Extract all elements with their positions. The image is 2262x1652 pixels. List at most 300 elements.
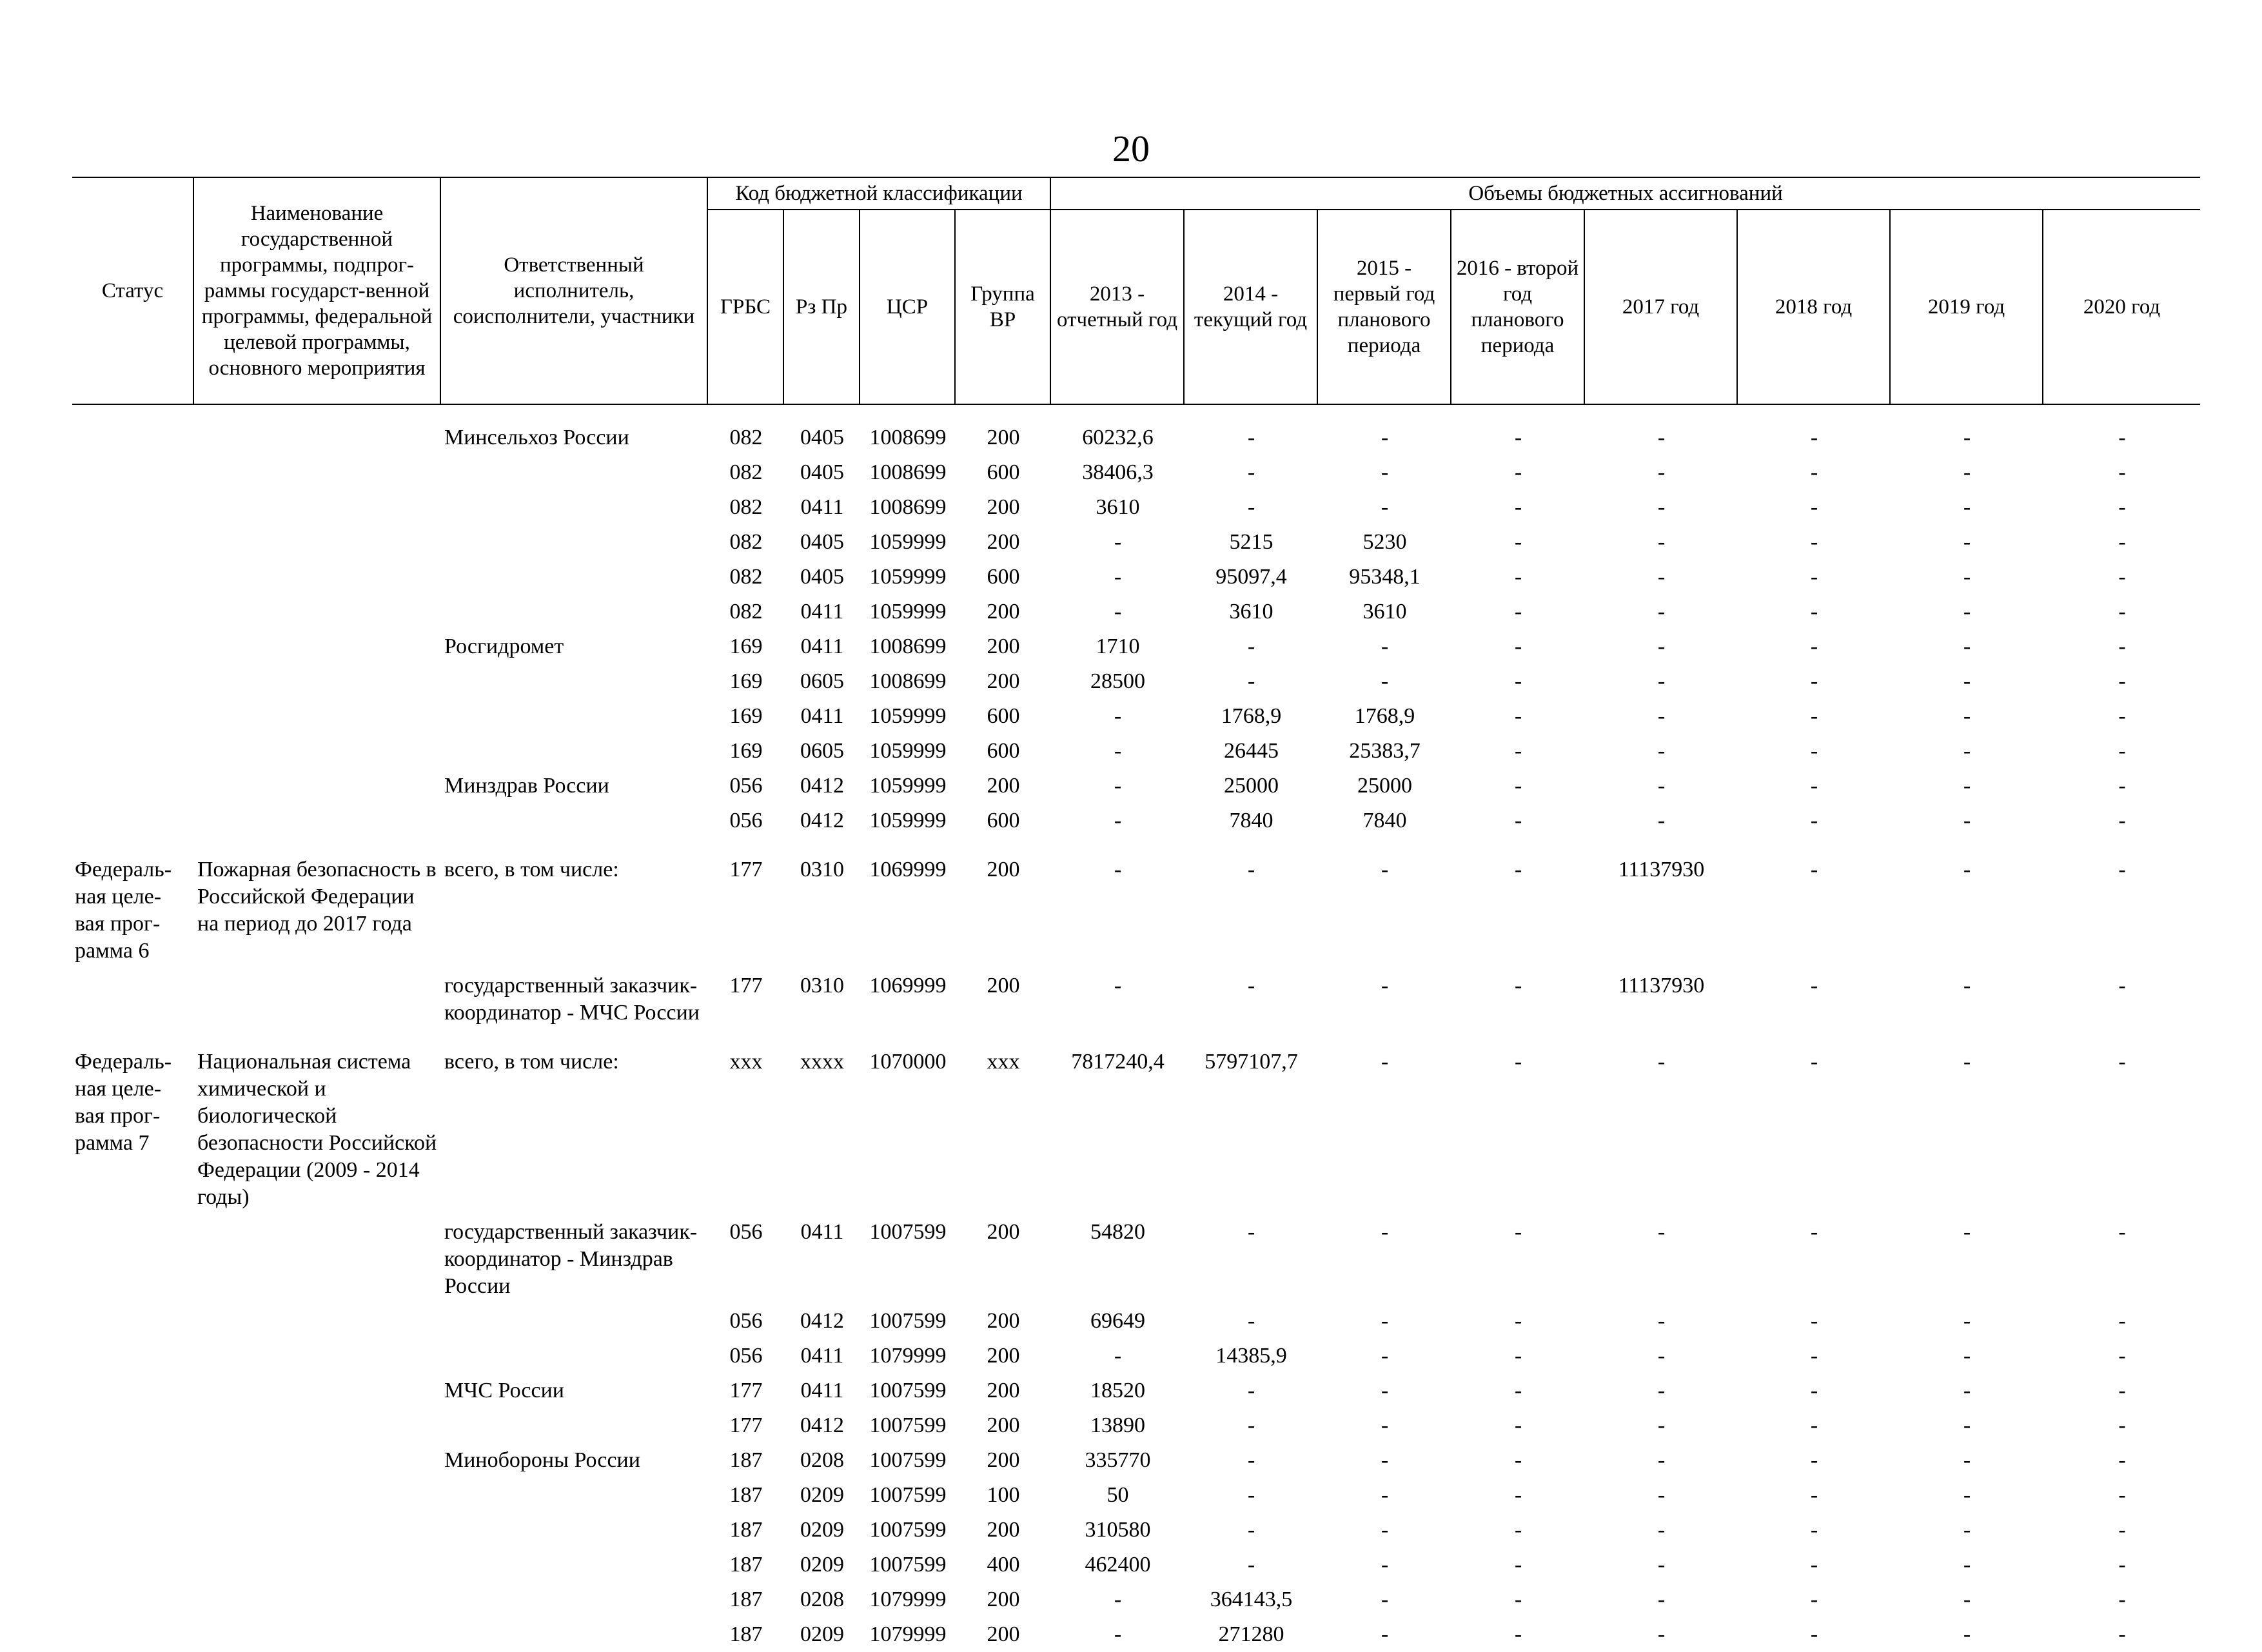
table-row — [72, 1339, 2200, 1373]
value-2013-cell: 3610 — [1096, 495, 1140, 519]
header-status: Статус — [72, 177, 193, 404]
status-cell — [72, 1373, 193, 1408]
csr-cell: 1007599 — [869, 1448, 947, 1472]
table-row — [72, 1408, 2200, 1443]
responsible-cell: всего, в том числе: — [444, 1050, 619, 1074]
responsible-cell: Минобороны России — [444, 1448, 640, 1472]
value-2020-cell: - — [2118, 426, 2126, 449]
value-2016-cell: - — [1514, 426, 1522, 449]
grbs-cell: 177 — [729, 974, 763, 998]
csr-cell: 1059999 — [869, 600, 947, 624]
value-2014-cell: - — [1247, 426, 1255, 449]
csr-cell: 1008699 — [869, 634, 947, 658]
program-name-cell — [193, 734, 440, 769]
rzpr-cell: 0405 — [800, 530, 844, 554]
header-2016: 2016 - второй год планового периода — [1451, 210, 1584, 404]
value-2019-cell: - — [1963, 460, 1971, 484]
value-2018-cell: - — [1810, 1413, 1818, 1437]
table-row — [72, 595, 2200, 629]
csr-cell: 1007599 — [869, 1379, 947, 1402]
header-2019: 2019 год — [1890, 210, 2043, 404]
csr-cell: 1059999 — [869, 565, 947, 589]
program-name-cell — [193, 769, 440, 803]
value-2016-cell: - — [1514, 1413, 1522, 1437]
value-2016-cell: - — [1514, 1344, 1522, 1368]
value-2020-cell: - — [2118, 669, 2126, 693]
grbs-cell: 177 — [729, 1379, 763, 1402]
vr-cell: 600 — [987, 704, 1020, 728]
value-2014-cell: - — [1247, 669, 1255, 693]
grbs-cell: 187 — [729, 1448, 763, 1472]
value-2016-cell: - — [1514, 1379, 1522, 1402]
csr-cell: 1069999 — [869, 858, 947, 881]
value-2020-cell: - — [2118, 600, 2126, 624]
value-2013-cell: 7817240,4 — [1071, 1050, 1165, 1074]
value-2015-cell: - — [1381, 1553, 1389, 1577]
value-2020-cell: - — [2118, 1588, 2126, 1611]
grbs-cell: 169 — [729, 669, 763, 693]
responsible-cell — [440, 595, 707, 629]
value-2019-cell: - — [1963, 1050, 1971, 1074]
value-2013-cell: - — [1114, 530, 1122, 554]
grbs-cell: 187 — [729, 1588, 763, 1611]
value-2020-cell: - — [2118, 1448, 2126, 1472]
grbs-cell: 056 — [729, 809, 763, 832]
table-row — [72, 1617, 2200, 1652]
value-2015-cell: - — [1381, 974, 1389, 998]
grbs-cell: 082 — [729, 530, 763, 554]
value-2013-cell: 60232,6 — [1082, 426, 1154, 449]
value-2013-cell: - — [1114, 565, 1122, 589]
value-2015-cell: - — [1381, 1344, 1389, 1368]
rzpr-cell: 0208 — [800, 1588, 844, 1611]
program-name-cell — [193, 1548, 440, 1582]
value-2018-cell: - — [1810, 530, 1818, 554]
rzpr-cell: 0310 — [800, 974, 844, 998]
value-2016-cell: - — [1514, 565, 1522, 589]
value-2017-cell: - — [1657, 1588, 1666, 1611]
grbs-cell: 187 — [729, 1622, 763, 1646]
csr-cell: 1079999 — [869, 1344, 947, 1368]
value-2016-cell: - — [1514, 858, 1522, 881]
value-2020-cell: - — [2118, 1483, 2126, 1507]
value-2020-cell: - — [2118, 974, 2126, 998]
rzpr-cell: 0411 — [800, 1379, 844, 1402]
header-2020: 2020 год — [2043, 210, 2200, 404]
value-2017-cell: - — [1657, 565, 1666, 589]
value-2020-cell: - — [2118, 1553, 2126, 1577]
csr-cell: 1007599 — [869, 1518, 947, 1542]
value-2019-cell: - — [1963, 774, 1971, 798]
responsible-cell — [440, 1304, 707, 1339]
vr-cell: 200 — [987, 774, 1020, 798]
value-2013-cell: 310580 — [1085, 1518, 1151, 1542]
vr-cell: 200 — [987, 1518, 1020, 1542]
value-2018-cell: - — [1810, 1588, 1818, 1611]
value-2014-cell: - — [1247, 634, 1255, 658]
value-2013-cell: 50 — [1106, 1483, 1129, 1507]
vr-cell: 200 — [987, 1622, 1020, 1646]
status-cell — [72, 490, 193, 525]
vr-cell: 200 — [987, 858, 1020, 881]
value-2017-cell: - — [1657, 1483, 1666, 1507]
value-2015-cell: - — [1381, 1050, 1389, 1074]
table-header — [72, 177, 2200, 404]
table-row — [72, 629, 2200, 664]
value-2013-cell: - — [1114, 1344, 1122, 1368]
value-2015-cell: - — [1381, 1588, 1389, 1611]
budget-table-container — [72, 177, 2200, 1652]
rzpr-cell: 0405 — [800, 460, 844, 484]
value-2017-cell: - — [1657, 1413, 1666, 1437]
csr-cell: 1008699 — [869, 495, 947, 519]
rzpr-cell: 0412 — [800, 774, 844, 798]
header-budget-code-group: Код бюджетной классификации — [707, 177, 1050, 210]
program-name-cell: Пожарная безопасность в Российской Федерации на период до 2017 года — [197, 858, 437, 936]
status-cell — [72, 1339, 193, 1373]
rzpr-cell: 0411 — [800, 634, 844, 658]
responsible-cell — [440, 803, 707, 838]
value-2013-cell: - — [1114, 1622, 1122, 1646]
table-row — [72, 1030, 2200, 1215]
program-name-cell — [193, 455, 440, 490]
value-2020-cell: - — [2118, 565, 2126, 589]
status-cell — [72, 1408, 193, 1443]
grbs-cell: 056 — [729, 774, 763, 798]
grbs-cell: 187 — [729, 1553, 763, 1577]
status-cell — [72, 1548, 193, 1582]
csr-cell: 1007599 — [869, 1220, 947, 1244]
csr-cell: 1059999 — [869, 809, 947, 832]
value-2018-cell: - — [1810, 460, 1818, 484]
value-2019-cell: - — [1963, 1483, 1971, 1507]
status-cell — [72, 734, 193, 769]
responsible-cell — [440, 1339, 707, 1373]
value-2015-cell: - — [1381, 1483, 1389, 1507]
vr-cell: 200 — [987, 530, 1020, 554]
program-name-cell — [193, 420, 440, 455]
value-2013-cell: - — [1114, 739, 1122, 763]
status-cell — [72, 1513, 193, 1548]
value-2019-cell: - — [1963, 1344, 1971, 1368]
value-2019-cell: - — [1963, 1220, 1971, 1244]
value-2018-cell: - — [1810, 1379, 1818, 1402]
table-row — [72, 1215, 2200, 1304]
value-2019-cell: - — [1963, 1448, 1971, 1472]
value-2016-cell: - — [1514, 1309, 1522, 1333]
value-2019-cell: - — [1963, 669, 1971, 693]
value-2017-cell: - — [1657, 530, 1666, 554]
table-row — [72, 803, 2200, 838]
program-name-cell — [193, 969, 440, 1030]
program-name-cell: Национальная система химической и биологической безопасности Российской Федерации (2009 - 2014 годы) — [197, 1050, 437, 1209]
vr-cell: 200 — [987, 1379, 1020, 1402]
value-2014-cell: 364143,5 — [1210, 1588, 1293, 1611]
value-2016-cell: - — [1514, 704, 1522, 728]
value-2017-cell: - — [1657, 1518, 1666, 1542]
value-2014-cell: - — [1247, 974, 1255, 998]
status-cell: Федераль-ная целе-вая прог-рамма 6 — [75, 858, 172, 963]
vr-cell: 200 — [987, 634, 1020, 658]
value-2014-cell: - — [1247, 1448, 1255, 1472]
grbs-cell: 056 — [729, 1309, 763, 1333]
rzpr-cell: 0209 — [800, 1483, 844, 1507]
table-row — [72, 664, 2200, 699]
value-2013-cell: - — [1114, 809, 1122, 832]
csr-cell: 1059999 — [869, 739, 947, 763]
value-2019-cell: - — [1963, 974, 1971, 998]
table-row — [72, 734, 2200, 769]
value-2017-cell: - — [1657, 1220, 1666, 1244]
value-2017-cell: - — [1657, 1379, 1666, 1402]
value-2015-cell: 7840 — [1362, 809, 1407, 832]
rzpr-cell: 0208 — [800, 1448, 844, 1472]
responsible-cell: МЧС России — [444, 1379, 564, 1402]
program-name-cell — [193, 1443, 440, 1478]
responsible-cell: всего, в том числе: — [444, 858, 619, 881]
status-cell — [72, 1582, 193, 1617]
value-2014-cell: - — [1247, 1220, 1255, 1244]
value-2016-cell: - — [1514, 1448, 1522, 1472]
program-name-cell — [193, 664, 440, 699]
value-2013-cell: - — [1114, 858, 1122, 881]
responsible-cell — [440, 1617, 707, 1652]
value-2019-cell: - — [1963, 1309, 1971, 1333]
value-2017-cell: - — [1657, 1309, 1666, 1333]
csr-cell: 1008699 — [869, 426, 947, 449]
responsible-cell: Росгидромет — [444, 634, 564, 658]
value-2020-cell: - — [2118, 858, 2126, 881]
value-2015-cell: - — [1381, 460, 1389, 484]
value-2016-cell: - — [1514, 530, 1522, 554]
grbs-cell: 187 — [729, 1518, 763, 1542]
value-2020-cell: - — [2118, 1220, 2126, 1244]
status-cell — [72, 969, 193, 1030]
rzpr-cell: 0412 — [800, 1413, 844, 1437]
status-cell — [72, 420, 193, 455]
value-2013-cell: 18520 — [1090, 1379, 1146, 1402]
value-2016-cell: - — [1514, 600, 1522, 624]
value-2018-cell: - — [1810, 858, 1818, 881]
csr-cell: 1059999 — [869, 774, 947, 798]
value-2015-cell: - — [1381, 1309, 1389, 1333]
program-name-cell — [193, 490, 440, 525]
table-row — [72, 1582, 2200, 1617]
page-number: 20 — [1112, 128, 1150, 170]
value-2015-cell: - — [1381, 1622, 1389, 1646]
value-2016-cell: - — [1514, 739, 1522, 763]
value-2017-cell: - — [1657, 669, 1666, 693]
vr-cell: 600 — [987, 460, 1020, 484]
value-2020-cell: - — [2118, 1413, 2126, 1437]
responsible-cell: государственный заказчик-координатор - МЧС России — [444, 974, 700, 1025]
header-2017: 2017 год — [1584, 210, 1737, 404]
value-2016-cell: - — [1514, 1518, 1522, 1542]
value-2020-cell: - — [2118, 1344, 2126, 1368]
status-cell — [72, 1478, 193, 1513]
status-cell — [72, 595, 193, 629]
value-2015-cell: - — [1381, 1448, 1389, 1472]
value-2017-cell: 11137930 — [1618, 858, 1705, 881]
value-2018-cell: - — [1810, 974, 1818, 998]
rzpr-cell: 0411 — [800, 1220, 844, 1244]
value-2016-cell: - — [1514, 1220, 1522, 1244]
vr-cell: 600 — [987, 739, 1020, 763]
vr-cell: 200 — [987, 974, 1020, 998]
value-2018-cell: - — [1810, 669, 1818, 693]
grbs-cell: 169 — [729, 634, 763, 658]
value-2013-cell: 1710 — [1096, 634, 1140, 658]
value-2014-cell: 25000 — [1224, 774, 1279, 798]
value-2014-cell: 26445 — [1224, 739, 1279, 763]
vr-cell: 200 — [987, 669, 1020, 693]
value-2019-cell: - — [1963, 1622, 1971, 1646]
value-2019-cell: - — [1963, 1553, 1971, 1577]
value-2018-cell: - — [1810, 1050, 1818, 1074]
value-2020-cell: - — [2118, 704, 2126, 728]
grbs-cell: 082 — [729, 565, 763, 589]
rzpr-cell: 0411 — [800, 1344, 844, 1368]
table-row — [72, 1373, 2200, 1408]
value-2015-cell: - — [1381, 634, 1389, 658]
value-2020-cell: - — [2118, 460, 2126, 484]
value-2015-cell: - — [1381, 1379, 1389, 1402]
value-2019-cell: - — [1963, 1518, 1971, 1542]
value-2019-cell: - — [1963, 600, 1971, 624]
value-2014-cell: 7840 — [1229, 809, 1274, 832]
csr-cell: 1008699 — [869, 460, 947, 484]
responsible-cell — [440, 1582, 707, 1617]
value-2013-cell: - — [1114, 600, 1122, 624]
responsible-cell — [440, 1548, 707, 1582]
value-2014-cell: - — [1247, 858, 1255, 881]
value-2018-cell: - — [1810, 774, 1818, 798]
table-row — [72, 420, 2200, 455]
csr-cell: 1008699 — [869, 669, 947, 693]
grbs-cell: 082 — [729, 600, 763, 624]
grbs-cell: 082 — [729, 495, 763, 519]
responsible-cell — [440, 664, 707, 699]
value-2015-cell: 25383,7 — [1349, 739, 1421, 763]
grbs-cell: 169 — [729, 704, 763, 728]
grbs-cell: xxx — [729, 1050, 763, 1074]
value-2019-cell: - — [1963, 530, 1971, 554]
vr-cell: 200 — [987, 1309, 1020, 1333]
csr-cell: 1059999 — [869, 530, 947, 554]
value-2018-cell: - — [1810, 809, 1818, 832]
value-2020-cell: - — [2118, 1518, 2126, 1542]
grbs-cell: 082 — [729, 460, 763, 484]
value-2020-cell: - — [2118, 1309, 2126, 1333]
value-2016-cell: - — [1514, 1050, 1522, 1074]
header-grbs: ГРБС — [707, 210, 783, 404]
status-cell — [72, 699, 193, 734]
table-row — [72, 560, 2200, 595]
table-row — [72, 525, 2200, 560]
rzpr-cell: 0209 — [800, 1553, 844, 1577]
responsible-cell — [440, 734, 707, 769]
status-cell — [72, 525, 193, 560]
value-2018-cell: - — [1810, 704, 1818, 728]
csr-cell: 1007599 — [869, 1483, 947, 1507]
value-2019-cell: - — [1963, 704, 1971, 728]
program-name-cell — [193, 1478, 440, 1513]
program-name-cell — [193, 1408, 440, 1443]
vr-cell: 600 — [987, 565, 1020, 589]
table-row — [72, 1513, 2200, 1548]
vr-cell: 200 — [987, 1413, 1020, 1437]
value-2014-cell: 5797107,7 — [1205, 1050, 1298, 1074]
value-2013-cell: 28500 — [1090, 669, 1146, 693]
status-cell — [72, 803, 193, 838]
responsible-cell: Минздрав России — [444, 774, 609, 798]
value-2014-cell: - — [1247, 1413, 1255, 1437]
value-2017-cell: - — [1657, 774, 1666, 798]
responsible-cell: Минсельхоз России — [444, 426, 629, 449]
csr-cell: 1007599 — [869, 1553, 947, 1577]
program-name-cell — [193, 1513, 440, 1548]
value-2020-cell: - — [2118, 1622, 2126, 1646]
vr-cell: xxx — [987, 1050, 1020, 1074]
value-2016-cell: - — [1514, 460, 1522, 484]
grbs-cell: 177 — [729, 858, 763, 881]
value-2018-cell: - — [1810, 495, 1818, 519]
responsible-cell — [440, 1513, 707, 1548]
table-row — [72, 455, 2200, 490]
vr-cell: 600 — [987, 809, 1020, 832]
value-2018-cell: - — [1810, 426, 1818, 449]
value-2019-cell: - — [1963, 1588, 1971, 1611]
grbs-cell: 177 — [729, 1413, 763, 1437]
value-2015-cell: - — [1381, 669, 1389, 693]
value-2019-cell: - — [1963, 565, 1971, 589]
table-row — [72, 1443, 2200, 1478]
value-2014-cell: 14385,9 — [1215, 1344, 1287, 1368]
value-2018-cell: - — [1810, 634, 1818, 658]
header-2014: 2014 - текущий год — [1184, 210, 1317, 404]
value-2020-cell: - — [2118, 495, 2126, 519]
program-name-cell — [193, 1373, 440, 1408]
header-2018: 2018 год — [1737, 210, 1890, 404]
status-cell: Федераль-ная целе-вая прог-рамма 7 — [75, 1050, 172, 1155]
program-name-cell — [193, 1617, 440, 1652]
table-row — [72, 699, 2200, 734]
rzpr-cell: 0405 — [800, 426, 844, 449]
value-2017-cell: - — [1657, 1344, 1666, 1368]
value-2013-cell: - — [1114, 704, 1122, 728]
value-2014-cell: - — [1247, 1379, 1255, 1402]
value-2020-cell: - — [2118, 1050, 2126, 1074]
value-2020-cell: - — [2118, 739, 2126, 763]
value-2017-cell: 11137930 — [1618, 974, 1705, 998]
value-2014-cell: - — [1247, 1483, 1255, 1507]
value-2017-cell: - — [1657, 739, 1666, 763]
value-2013-cell: - — [1114, 774, 1122, 798]
header-vr: Группа ВР — [955, 210, 1050, 404]
vr-cell: 400 — [987, 1553, 1020, 1577]
value-2020-cell: - — [2118, 774, 2126, 798]
grbs-cell: 082 — [729, 426, 763, 449]
value-2013-cell: 69649 — [1090, 1309, 1146, 1333]
value-2014-cell: - — [1247, 495, 1255, 519]
value-2015-cell: - — [1381, 1413, 1389, 1437]
table-row — [72, 1304, 2200, 1339]
value-2015-cell: - — [1381, 1220, 1389, 1244]
value-2014-cell: - — [1247, 1309, 1255, 1333]
value-2014-cell: 1768,9 — [1221, 704, 1282, 728]
value-2018-cell: - — [1810, 1483, 1818, 1507]
value-2018-cell: - — [1810, 600, 1818, 624]
